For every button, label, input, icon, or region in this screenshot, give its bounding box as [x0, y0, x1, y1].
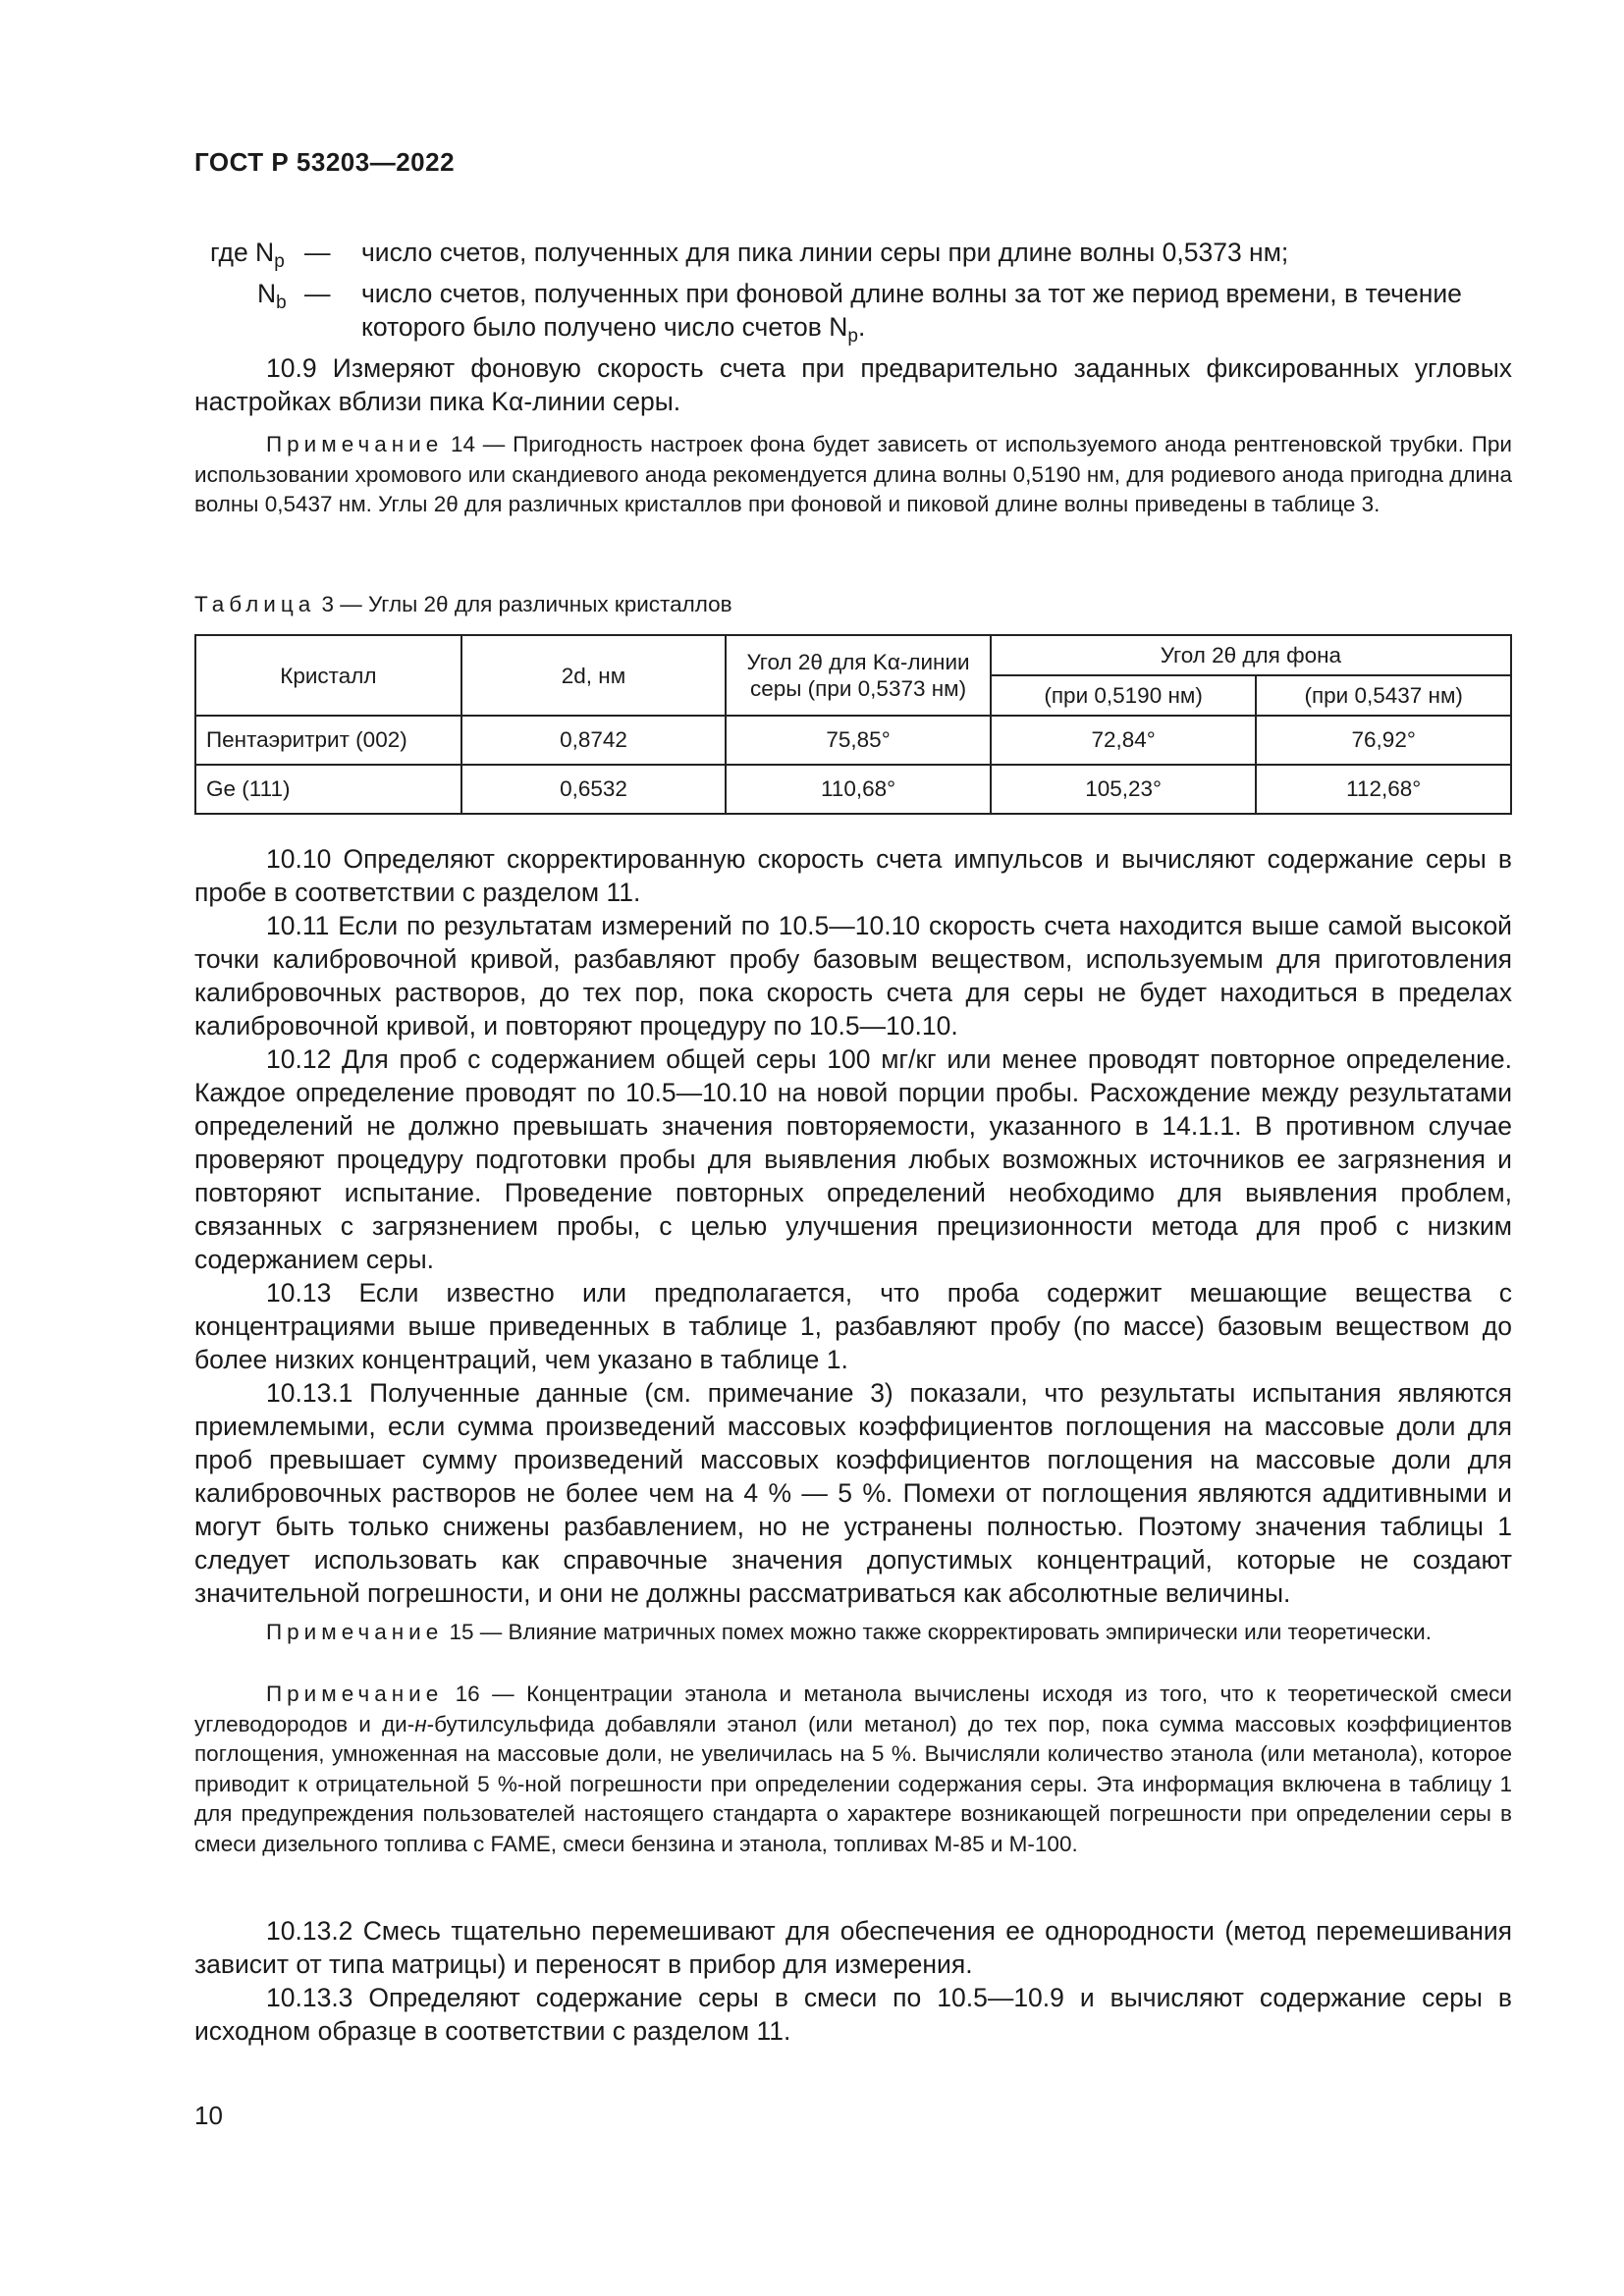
- note-15: Примечание 15 — Влияние матричных помех можно также скорректировать эмпирически или теоретически.: [266, 1620, 1432, 1644]
- col-crystal: Кристалл: [195, 635, 461, 716]
- table-cell: 0,8742: [461, 716, 727, 765]
- table-cell: 75,85°: [726, 716, 991, 765]
- paragraph-10-9: 10.9 Измеряют фоновую скорость счета при предварительно заданных фиксированных угловых настройках вблизи пика Kα-линии серы.: [194, 353, 1512, 416]
- table-cell: 76,92°: [1256, 716, 1511, 765]
- paragraph-10-12: 10.12 Для проб с содержанием общей серы 100 мг/кг или менее проводят повторное определение. Каждое определение проводят по 10.5—10.10 на новой порции пробы. Расхождение между результатами определений не должно превышать значения повторяемости, указанного в 14.1.1. В противном случае проверяют процедуру подготовки пробы для выявления любых возможных источников ее загрязнения и повторяют испытание. Проведение повторных определений необходимо для выявления проблем, связанных с загрязнением пробы, с целью улучшения прецизионности метода для проб с низким содержанием серы.: [194, 1044, 1512, 1274]
- table-3-caption: Таблица 3 — Углы 2θ для различных кристаллов: [194, 592, 732, 616]
- paragraph-10-10: 10.10 Определяют скорректированную скорость счета импульсов и вычисляют содержание серы в пробе в соответствии с разделом 11.: [194, 844, 1512, 907]
- col-bg-angle-group: Угол 2θ для фона: [991, 635, 1511, 675]
- document-header: ГОСТ Р 53203—2022: [194, 147, 456, 177]
- paragraph-10-13-3: 10.13.3 Определяют содержание серы в смеси по 10.5—10.9 и вычисляют содержание серы в исходном образце в соответствии с разделом 11.: [194, 1983, 1512, 2046]
- paragraph-10-13: 10.13 Если известно или предполагается, что проба содержит мешающие вещества с концентрациями выше приведенных в таблице 1, разбавляют пробу (по массе) базовым веществом до более низких концентраций, чем указано в таблице 1.: [194, 1278, 1512, 1374]
- table-cell: 112,68°: [1256, 765, 1511, 814]
- table-cell: Пентаэритрит (002): [195, 716, 461, 765]
- note-16: Примечание 16 — Концентрации этанола и метанола вычислены исходя из того, что к теоретической смеси углеводородов и ди-н-бутилсульфида добавляли этанол (или метанол) до тех пор, пока сумма массовых коэффициентов поглощения, умноженная на массовые доли, не увеличилась на 5 %. Вычисляли количество этанола (или метанола), которое приводит к отрицательной 5 %-ной погрешности при определении содержания серы. Эта информация включена в таблицу 1 для предупреждения пользователей настоящего стандарта о характере возникающей погрешности при определении серы в смеси дизельного топлива с FAME, смеси бензина и этанола, топливах М-85 и М-100.: [194, 1682, 1512, 1856]
- paragraph-10-11: 10.11 Если по результатам измерений по 10.5—10.10 скорость счета находится выше самой высокой точки калибровочной кривой, разбавляют пробу базовым веществом, используемым для приготовления калибровочных растворов, до тех пор, пока скорость счета для серы не будет находиться в пределах калибровочной кривой, и повторяют процедуру по 10.5—10.10.: [194, 911, 1512, 1041]
- col-bg-05437: (при 0,5437 нм): [1256, 675, 1511, 716]
- nb-definition: число счетов, полученных при фоновой длине волны за тот же период времени, в течение которого было получено число счетов $N_p$.: [361, 279, 1462, 347]
- table-cell: 0,6532: [461, 765, 727, 814]
- table-row: [195, 765, 1511, 814]
- col-peak-angle: Угол 2θ для Kα-линии серы (при 0,5373 нм): [726, 635, 991, 716]
- table-cell: 105,23°: [991, 765, 1257, 814]
- table-cell: Ge (111): [195, 765, 461, 814]
- paragraph-10-13-2: 10.13.2 Смесь тщательно перемешивают для обеспечения ее однородности (метод перемешивания зависит от типа матрицы) и переносят в прибор для измерения.: [194, 1916, 1512, 1979]
- table-cell: 110,68°: [726, 765, 991, 814]
- table-cell: 72,84°: [991, 716, 1257, 765]
- page-number: 10: [194, 2101, 223, 2130]
- symbol-nb: $N_b$: [257, 279, 287, 313]
- paragraph-10-13-1: 10.13.1 Полученные данные (см. примечание 3) показали, что результаты испытания являются приемлемыми, если сумма произведений массовых коэффициентов поглощения на массовые доли для проб превышает сумму произведений массовых коэффициентов поглощения на массовые доли для калибровочных растворов не более чем на 4 % — 5 %. Помехи от поглощения являются аддитивными и могут быть только снижены разбавлением, но не устранены полностью. Поэтому значения таблицы 1 следует использовать как справочные значения допустимых концентраций, которые не создают значительной погрешности, и они не должны рассматриваться как абсолютные величины.: [194, 1378, 1512, 1608]
- table-row: [195, 716, 1511, 765]
- col-2d: 2d, нм: [461, 635, 727, 716]
- table-3: [194, 634, 1512, 815]
- np-definition: число счетов, полученных для пика линии серы при длине волны 0,5373 нм;: [361, 238, 1289, 267]
- symbol-np: где $N_p$: [210, 238, 285, 272]
- col-bg-0519: (при 0,5190 нм): [991, 675, 1257, 716]
- note-14: Примечание 14 — Пригодность настроек фона будет зависеть от используемого анода рентгеновской трубки. При использовании хромового или скандиевого анода рекомендуется длина волны 0,5190 нм, для родиевого анода пригодна длина волны 0,5437 нм. Углы 2θ для различных кристаллов при фоновой и пиковой длине волны приведены в таблице 3.: [194, 432, 1512, 516]
